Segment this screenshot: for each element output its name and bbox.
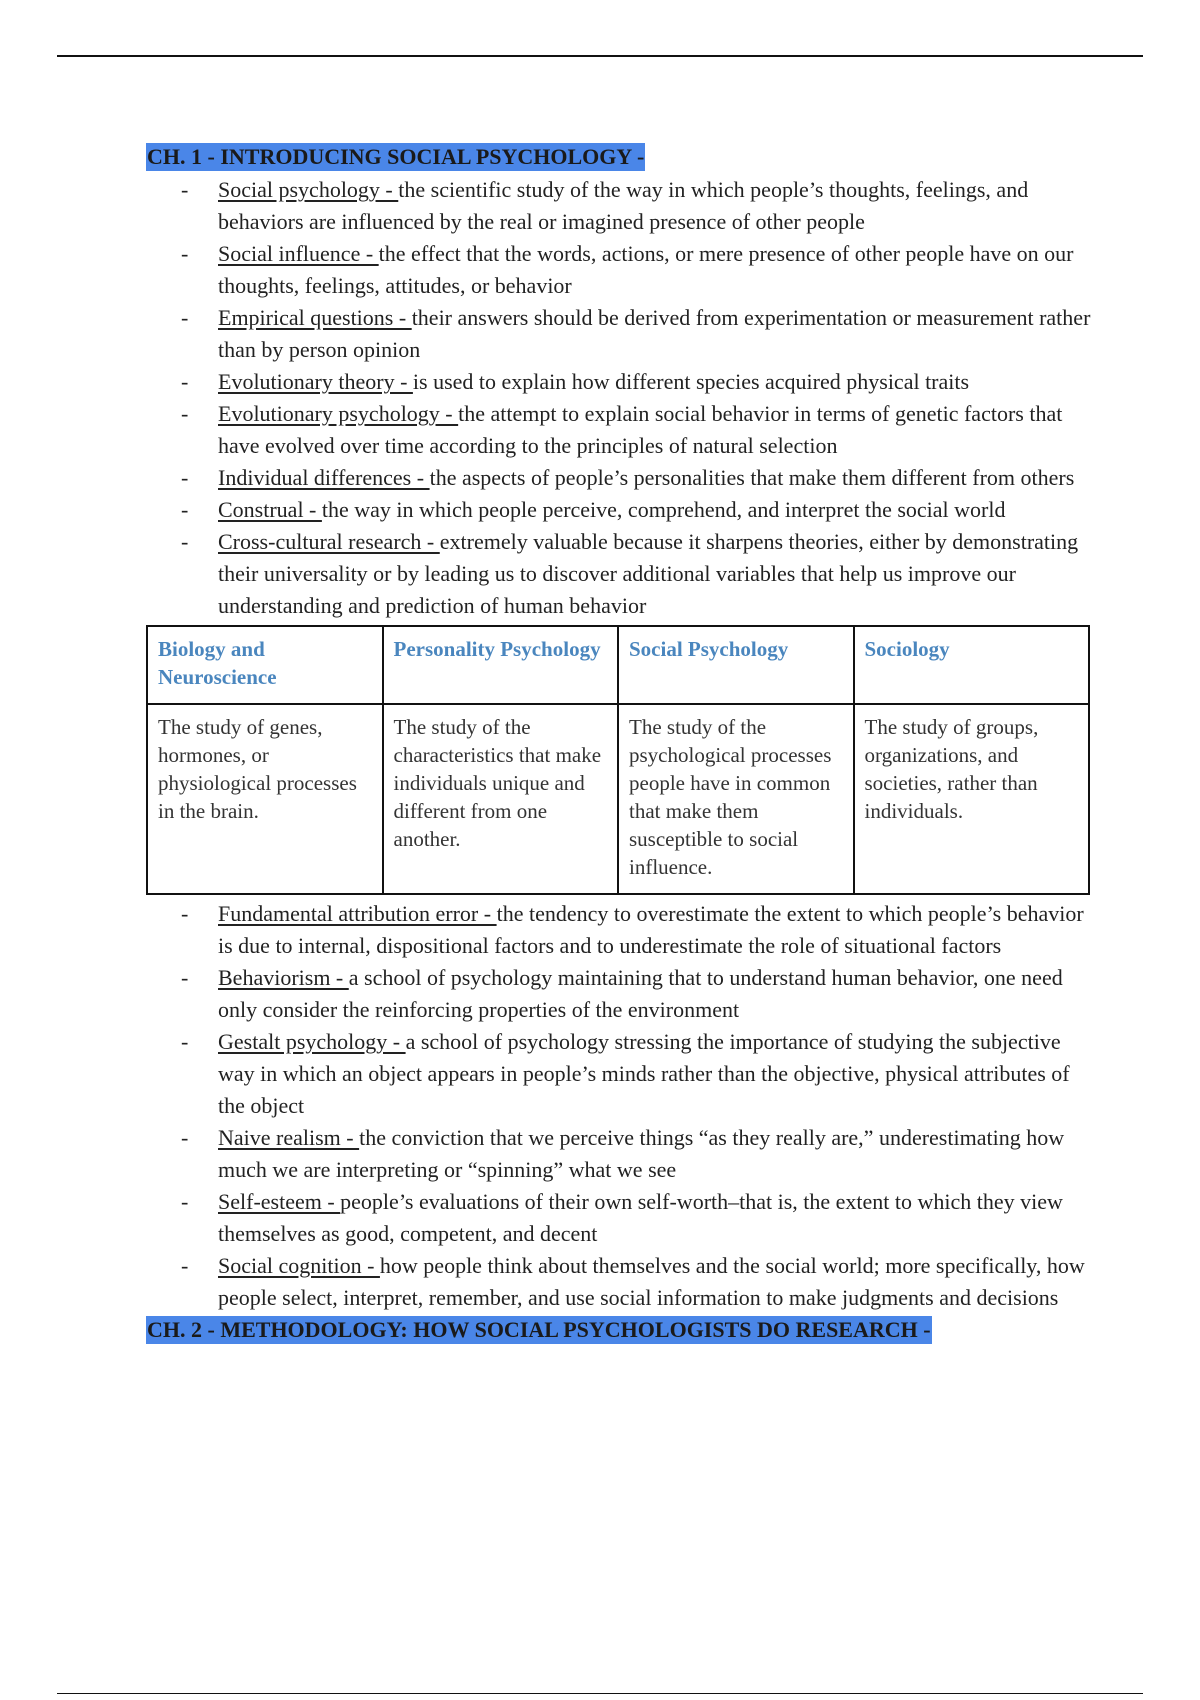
term-definition: the scientific study of the way in which people’s thoughts, feelings, and behaviors are influenced by the real or imagined presence of other people bbox=[218, 177, 1029, 234]
term-definition: their answers should be derived from experimentation or measurement rather than by person opinion bbox=[218, 305, 1091, 362]
term-label: Evolutionary theory - bbox=[218, 369, 413, 394]
term-label: Social influence - bbox=[218, 241, 379, 266]
term-label: Self-esteem - bbox=[218, 1189, 341, 1214]
table-header-cell: Personality Psychology bbox=[383, 626, 619, 704]
term-definition: the attempt to explain social behavior in terms of genetic factors that have evolved over time according to the principles of natural selection bbox=[218, 401, 1063, 458]
term-definition: a school of psychology stressing the importance of studying the subjective way in which an object appears in people’s minds rather than the objective, physical attributes of the object bbox=[218, 1029, 1070, 1118]
term-definition: people’s evaluations of their own self-worth–that is, the extent to which they view themselves as good, competent, and decent bbox=[218, 1189, 1063, 1246]
term-label: Cross-cultural research - bbox=[218, 529, 440, 554]
term-definition: the way in which people perceive, comprehend, and interpret the social world bbox=[321, 497, 1006, 522]
list-item: - Social influence - the effect that the words, actions, or mere presence of other people have on our thoughts, feelings, attitudes, or behavior bbox=[181, 241, 1074, 298]
term-definition: how people think about themselves and the social world; more specifically, how people select, interpret, remember, and use social information to make judgments and decisions bbox=[218, 1253, 1085, 1310]
document-body bbox=[146, 143, 1091, 1344]
term-label: Construal - bbox=[218, 497, 322, 522]
table-cell: The study of the psychological processes people have in common that make them susceptible to social influence. bbox=[618, 704, 854, 894]
list-item: - Fundamental attribution error - the tendency to overestimate the extent to which people’s behavior is due to internal, dispositional factors and to underestimate the role of situational factors bbox=[181, 901, 1084, 958]
list-item: - Social cognition - how people think about themselves and the social world; more specifically, how people select, interpret, remember, and use social information to make judgments and decisions bbox=[181, 1253, 1085, 1310]
fields-comparison-table bbox=[146, 625, 1090, 895]
term-label: Empirical questions - bbox=[218, 305, 412, 330]
table-header-cell: Biology and Neuroscience bbox=[147, 626, 383, 704]
term-label: Evolutionary psychology - bbox=[218, 401, 459, 426]
table-cell: The study of genes, hormones, or physiological processes in the brain. bbox=[147, 704, 383, 894]
term-definition: is used to explain how different species acquired physical traits bbox=[412, 369, 970, 394]
list-item: - Empirical questions - their answers should be derived from experimentation or measurement rather than by person opinion bbox=[181, 305, 1091, 362]
bottom-rule bbox=[57, 1693, 1143, 1694]
list-item: - Gestalt psychology - a school of psychology stressing the importance of studying the subjective way in which an object appears in people’s minds rather than the objective, physical attributes of the object bbox=[181, 1029, 1070, 1118]
term-definition: the aspects of people’s personalities that make them different from others bbox=[429, 465, 1075, 490]
list-item: - Behaviorism - a school of psychology maintaining that to understand human behavior, one need only consider the reinforcing properties of the environment bbox=[181, 965, 1063, 1022]
term-label: Social psychology - bbox=[218, 177, 399, 202]
term-definition: a school of psychology maintaining that to understand human behavior, one need only consider the reinforcing properties of the environment bbox=[218, 965, 1063, 1022]
term-label: Individual differences - bbox=[218, 465, 430, 490]
table-cell: The study of groups, organizations, and societies, rather than individuals. bbox=[854, 704, 1090, 894]
term-label: Behaviorism - bbox=[218, 965, 349, 990]
list-item: - Social psychology - the scientific study of the way in which people’s thoughts, feelings, and behaviors are influenced by the real or imagined presence of other people bbox=[181, 177, 1029, 234]
term-label: Naive realism - bbox=[218, 1125, 360, 1150]
table-cell: The study of the characteristics that make individuals unique and different from one another. bbox=[383, 704, 619, 894]
list-item: - Construal - the way in which people perceive, comprehend, and interpret the social world bbox=[181, 497, 1006, 522]
term-definition: extremely valuable because it sharpens theories, either by demonstrating their universality or by leading us to discover additional variables that help us improve our understanding and prediction of human behavior bbox=[218, 529, 1079, 618]
table-header-row bbox=[147, 626, 1089, 704]
list-item: - Evolutionary theory - is used to explain how different species acquired physical traits bbox=[181, 369, 970, 394]
list-item: - Evolutionary psychology - the attempt to explain social behavior in terms of genetic factors that have evolved over time according to the principles of natural selection bbox=[181, 401, 1063, 458]
term-list-2 bbox=[146, 898, 1091, 1314]
term-definition: the tendency to overestimate the extent to which people’s behavior is due to internal, dispositional factors and to underestimate the role of situational factors bbox=[218, 901, 1084, 958]
chapter-1-heading: CH. 1 - INTRODUCING SOCIAL PSYCHOLOGY - bbox=[147, 144, 645, 169]
term-list-1 bbox=[146, 174, 1091, 622]
term-definition: the effect that the words, actions, or mere presence of other people have on our thoughts, feelings, attitudes, or behavior bbox=[218, 241, 1074, 298]
list-item: - Naive realism - the conviction that we perceive things “as they really are,” underestimating how much we are interpreting or “spinning” what we see bbox=[181, 1125, 1065, 1182]
table-row bbox=[147, 704, 1089, 894]
list-item: - Individual differences - the aspects of people’s personalities that make them different from others bbox=[181, 465, 1075, 490]
top-rule bbox=[57, 55, 1143, 57]
term-definition: the conviction that we perceive things “as they really are,” underestimating how much we are interpreting or “spinning” what we see bbox=[218, 1125, 1065, 1182]
term-label: Social cognition - bbox=[218, 1253, 380, 1278]
list-item: - Cross-cultural research - extremely valuable because it sharpens theories, either by demonstrating their universality or by leading us to discover additional variables that help us improve our understanding and prediction of human behavior bbox=[181, 529, 1079, 618]
table-header-cell: Sociology bbox=[854, 626, 1090, 704]
term-label: Gestalt psychology - bbox=[218, 1029, 406, 1054]
list-item: - Self-esteem - people’s evaluations of their own self-worth–that is, the extent to which they view themselves as good, competent, and decent bbox=[181, 1189, 1063, 1246]
chapter-2-heading: CH. 2 - METHODOLOGY: HOW SOCIAL PSYCHOLOGISTS DO RESEARCH - bbox=[147, 1317, 931, 1342]
table-header-cell: Social Psychology bbox=[618, 626, 854, 704]
term-label: Fundamental attribution error - bbox=[218, 901, 497, 926]
